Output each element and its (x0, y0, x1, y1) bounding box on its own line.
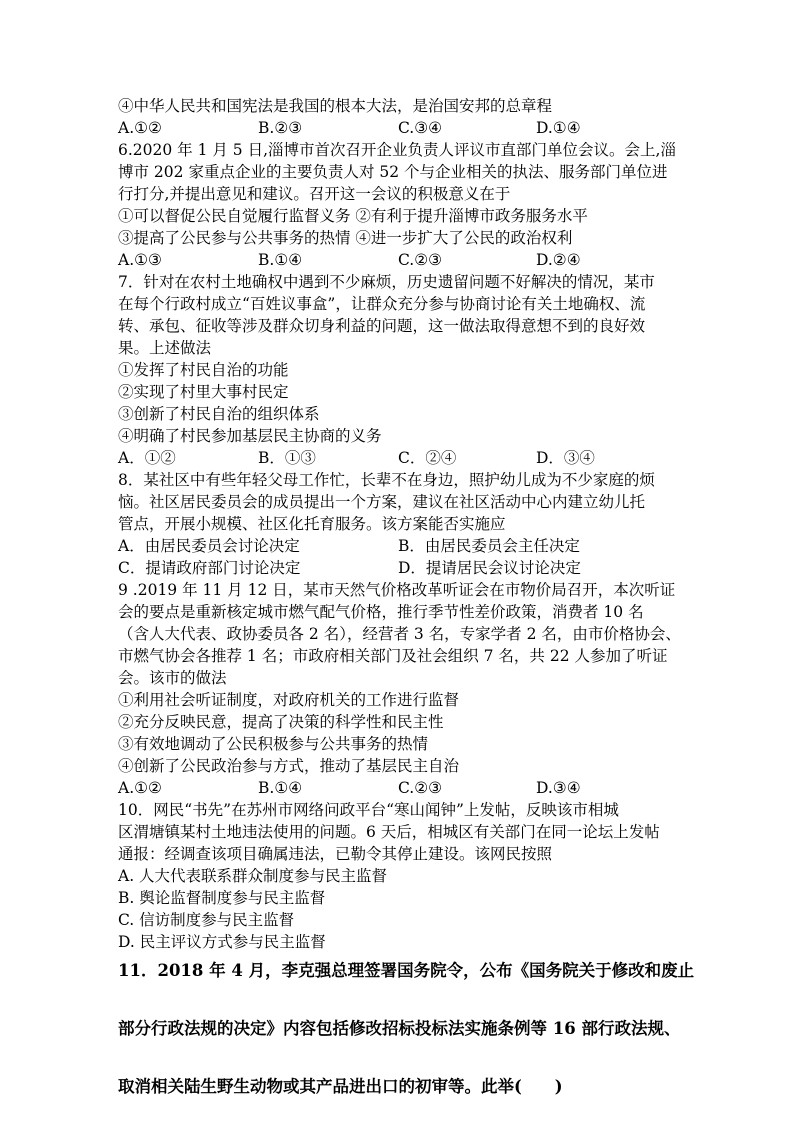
q10-option-d: D. 民主评议方式参与民主监督 (118, 933, 326, 951)
q8-stem-line: 8．某社区中有些年轻父母工作忙，长辈不在身边，照护幼儿成为不少家庭的烦 (118, 471, 655, 489)
q7-option-a: A．①② (118, 449, 176, 467)
q5-option-c: C.③④ (398, 119, 443, 137)
q9-stem-line: 市燃气协会各推荐 1 名；市政府相关部门及社会组织 7 名，共 22 人参加了听证 (118, 647, 668, 665)
q5-item-4: ④中华人民共和国宪法是我国的根本大法，是治国安邦的总章程 (118, 97, 553, 115)
q7-stem-line: 在每个行政村成立“百姓议事盒”，让群众充分参与协商讨论有关土地确权、流 (118, 295, 646, 313)
q10-stem-line: 10．网民“书先”在苏州市网络问政平台“寒山闻钟”上发帖，反映该市相城 (118, 801, 619, 819)
q10-stem-line: 区渭塘镇某村土地违法使用的问题。6 天后，相城区有关部门在同一论坛上发帖 (118, 823, 660, 841)
q9-stem-line: 会的要点是重新核定城市燃气配气价格，推行季节性差价政策，消费者 10 名 (118, 603, 644, 621)
q9-stem-line: 9 .2019 年 11 月 12 日，某市天然气价格改革听证会在市物价局召开，本次听证 (118, 581, 676, 599)
q8-option-c: C．提请政府部门讨论决定 (118, 559, 301, 577)
q6-option-d: D.②④ (536, 251, 581, 269)
q9-option-b: B.①④ (258, 779, 303, 797)
q9-stem-line: 会。该市的做法 (118, 669, 227, 687)
q9-item: ④创新了公民政治参与方式，推动了基层民主自治 (118, 757, 460, 775)
q7-option-c: C．②④ (398, 449, 457, 467)
q6-items-line: ③提高了公民参与公共事务的热情 ④进一步扩大了公民的政治权利 (118, 229, 573, 247)
q11-stem-line: 取消相关陆生野生动物或其产品进出口的初审等。此举( ) (118, 1077, 563, 1096)
q8-option-a: A．由居民委员会讨论决定 (118, 537, 300, 555)
q10-option-a: A. 人大代表联系群众制度参与民主监督 (118, 867, 388, 885)
q9-item: ①利用社会听证制度，对政府机关的工作进行监督 (118, 691, 460, 709)
q7-item: ②实现了村里大事村民定 (118, 383, 289, 401)
q7-stem-line: 果。上述做法 (118, 339, 212, 357)
q10-stem-line: 通报：经调查该项目确属违法，已勒令其停止建设。该网民按照 (118, 845, 553, 863)
q6-stem-line: 6.2020 年 1 月 5 日,淄博市首次召开企业负责人评议市直部门单位会议。会上,淄 (118, 141, 676, 159)
q8-option-b: B．由居民委员会主任决定 (398, 537, 580, 555)
q9-item: ②充分反映民意，提高了决策的科学性和民主性 (118, 713, 444, 731)
q5-option-a: A.①② (118, 119, 162, 137)
q7-option-d: D．③④ (536, 449, 595, 467)
q7-item: ①发挥了村民自治的功能 (118, 361, 289, 379)
q8-stem-line: 恼。社区居民委员会的成员提出一个方案，建议在社区活动中心内建立幼儿托 (118, 493, 646, 511)
q9-item: ③有效地调动了公民积极参与公共事务的热情 (118, 735, 429, 753)
q9-option-c: C.②③ (398, 779, 443, 797)
q7-option-b: B．①③ (258, 449, 316, 467)
q6-option-b: B.①④ (258, 251, 303, 269)
q6-option-a: A.①③ (118, 251, 162, 269)
q10-option-c: C. 信访制度参与民主监督 (118, 911, 295, 929)
q7-item: ④明确了村民参加基层民主协商的义务 (118, 427, 382, 445)
q7-item: ③创新了村民自治的组织体系 (118, 405, 320, 423)
q6-option-c: C.②③ (398, 251, 443, 269)
q9-stem-line: （含人大代表、政协委员各 2 名），经营者 3 名，专家学者 2 名，由市价格协会、 (118, 625, 681, 643)
q5-option-d: D.①④ (536, 119, 581, 137)
q6-stem-line: 行打分,并提出意见和建议。召开这一会议的积极意义在于 (118, 185, 511, 203)
q9-option-d: D.③④ (536, 779, 581, 797)
q8-stem-line: 管点，开展小规模、社区化托育服务。该方案能否实施应 (118, 515, 506, 533)
q10-option-b: B. 舆论监督制度参与民主监督 (118, 889, 326, 907)
q8-option-d: D．提请居民会议讨论决定 (398, 559, 581, 577)
q9-option-a: A.①② (118, 779, 162, 797)
q7-stem-line: 转、承包、征收等涉及群众切身利益的问题，这一做法取得意想不到的良好效 (118, 317, 646, 335)
q11-stem-line: 11．2018 年 4 月，李克强总理签署国务院令，公布《国务院关于修改和废止 (118, 961, 695, 980)
q5-option-b: B.②③ (258, 119, 303, 137)
q11-stem-line: 部分行政法规的决定》内容包括修改招标投标法实施条例等 16 部行政法规、 (118, 1019, 681, 1038)
q6-items-line: ①可以督促公民自觉履行监督义务 ②有利于提升淄博市政务服务水平 (118, 207, 588, 225)
q6-stem-line: 博市 202 家重点企业的主要负责人对 52 个与企业相关的执法、服务部门单位进 (118, 163, 668, 181)
q7-stem-line: 7．针对在农村土地确权中遇到不少麻烦，历史遗留问题不好解决的情况，某市 (118, 273, 655, 291)
